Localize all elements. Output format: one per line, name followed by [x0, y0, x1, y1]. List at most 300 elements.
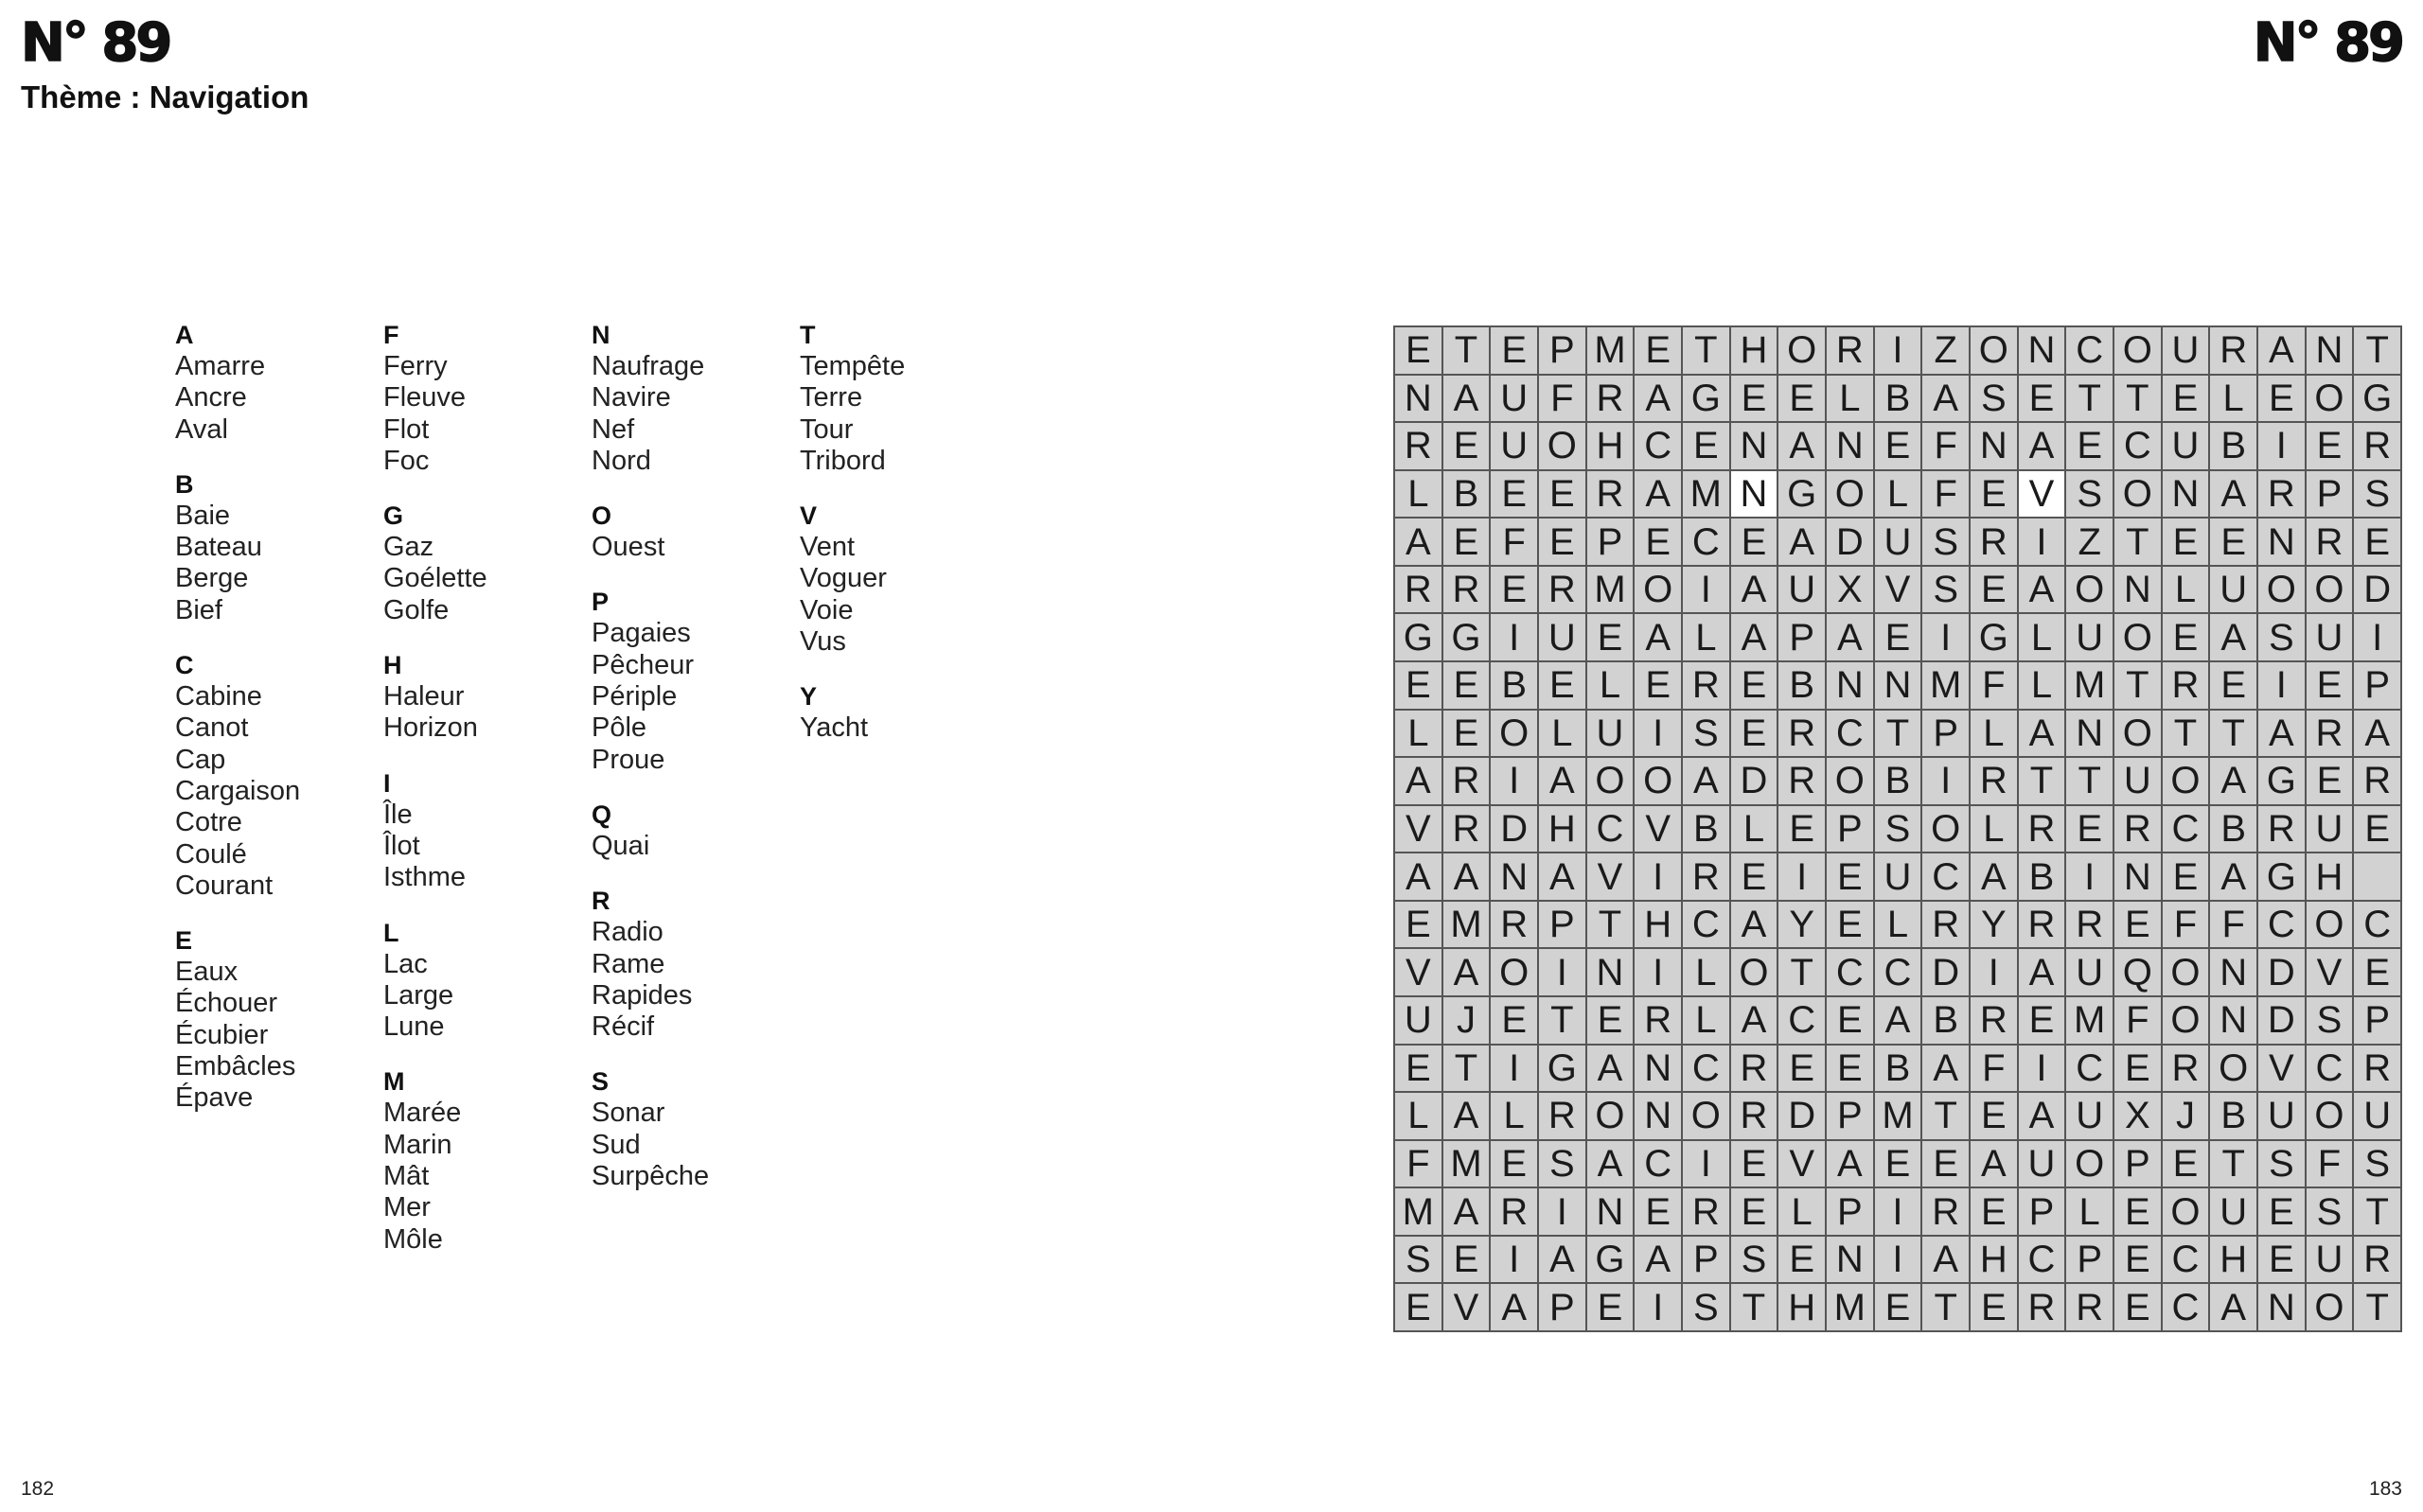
grid-cell: O [2307, 376, 2353, 422]
grid-cell: S [2258, 614, 2305, 660]
grid-cell: O [2307, 902, 2353, 948]
grid-cell: Y [1778, 902, 1825, 948]
grid-cell: O [1971, 327, 2017, 374]
word-entry: Île [383, 799, 413, 830]
word-entry: Bateau [175, 532, 262, 563]
grid-cell: I [1635, 1284, 1681, 1330]
grid-cell: R [2114, 806, 2161, 853]
grid-cell: U [2307, 806, 2353, 853]
grid-cell: I [2066, 853, 2113, 900]
grid-cell: E [1587, 614, 1634, 660]
grid-cell: T [2114, 519, 2161, 565]
grid-cell: U [2163, 423, 2209, 469]
grid-cell: D [2354, 567, 2400, 613]
grid-cell: B [2019, 853, 2065, 900]
word-entry: Lac [383, 948, 428, 979]
grid-cell: N [2210, 997, 2256, 1044]
grid-cell: M [1443, 902, 1490, 948]
grid-cell: N [1827, 423, 1873, 469]
grid-cell: A [1922, 1237, 1969, 1283]
grid-cell: B [1491, 662, 1537, 709]
grid-cell: P [2307, 471, 2353, 518]
grid-cell: G [2354, 376, 2400, 422]
grid-cell: O [2114, 327, 2161, 374]
grid-cell: E [1491, 471, 1537, 518]
grid-cell [2354, 853, 2400, 900]
grid-cell: N [1635, 1046, 1681, 1092]
grid-cell: L [1395, 471, 1441, 518]
grid-cell: L [1395, 1093, 1441, 1139]
grid-cell: A [2019, 423, 2065, 469]
grid-cell: R [1395, 567, 1441, 613]
grid-cell: A [1491, 1284, 1537, 1330]
grid-cell: A [1539, 758, 1585, 804]
grid-cell: N [1971, 423, 2017, 469]
grid-cell: T [1922, 1284, 1969, 1330]
grid-cell: E [1635, 1188, 1681, 1235]
grid-cell: A [2258, 711, 2305, 757]
grid-cell: I [1922, 614, 1969, 660]
letter-group [592, 320, 790, 477]
grid-cell: L [1587, 662, 1634, 709]
grid-cell: U [2114, 758, 2161, 804]
grid-cell: A [1539, 853, 1585, 900]
letter-group-heading: V [800, 501, 818, 531]
grid-cell: H [1635, 902, 1681, 948]
grid-cell: B [2210, 1093, 2256, 1139]
grid-cell: A [1635, 614, 1681, 660]
grid-cell: N [2066, 711, 2113, 757]
grid-cell: I [1683, 1141, 1729, 1187]
grid-cell: A [2210, 471, 2256, 518]
grid-cell: O [2114, 711, 2161, 757]
grid-cell: E [1875, 423, 1921, 469]
grid-cell: C [2114, 423, 2161, 469]
grid-cell: X [1827, 567, 1873, 613]
grid-cell: I [2354, 614, 2400, 660]
letter-group-heading: H [383, 651, 402, 680]
grid-cell: R [2258, 471, 2305, 518]
grid-cell: E [1778, 806, 1825, 853]
grid-cell: U [1875, 853, 1921, 900]
letter-group [800, 320, 999, 477]
grid-cell: A [1395, 853, 1441, 900]
letter-group [592, 501, 790, 563]
grid-cell: U [1491, 376, 1537, 422]
grid-cell: A [1922, 376, 1969, 422]
grid-cell: E [1443, 519, 1490, 565]
grid-cell: E [2258, 1237, 2305, 1283]
grid-cell: C [2163, 806, 2209, 853]
grid-cell: S [2258, 1141, 2305, 1187]
grid-cell: T [1875, 711, 1921, 757]
grid-cell: E [1778, 1237, 1825, 1283]
grid-cell: S [2066, 471, 2113, 518]
grid-cell: Y [1971, 902, 2017, 948]
grid-cell: D [1922, 949, 1969, 995]
grid-cell: O [1587, 758, 1634, 804]
grid-cell: R [2354, 758, 2400, 804]
grid-cell: I [2019, 519, 2065, 565]
grid-cell: U [2210, 1188, 2256, 1235]
grid-cell: L [1875, 902, 1921, 948]
grid-cell: E [2114, 1284, 2161, 1330]
grid-cell: O [1587, 1093, 1634, 1139]
grid-cell: R [1971, 519, 2017, 565]
grid-cell: E [1778, 376, 1825, 422]
grid-cell: A [1731, 902, 1777, 948]
grid-cell: C [2163, 1237, 2209, 1283]
word-entry: Embâcles [175, 1051, 296, 1082]
grid-cell: U [2019, 1141, 2065, 1187]
grid-cell: E [1395, 662, 1441, 709]
grid-cell: E [2163, 853, 2209, 900]
grid-cell: G [2258, 853, 2305, 900]
grid-cell: O [2114, 614, 2161, 660]
letter-group [592, 800, 790, 862]
word-entry: Surpêche [592, 1161, 710, 1192]
word-entry: Cotre [175, 807, 242, 838]
word-entry: Marin [383, 1129, 452, 1160]
grid-cell: B [1875, 376, 1921, 422]
letter-group-heading: G [383, 501, 404, 531]
word-entry: Marée [383, 1098, 462, 1129]
grid-cell: G [1539, 1046, 1585, 1092]
grid-cell: A [1731, 997, 1777, 1044]
grid-cell: E [1395, 1046, 1441, 1092]
grid-cell: L [1827, 376, 1873, 422]
grid-cell: M [1395, 1188, 1441, 1235]
grid-cell: F [2163, 902, 2209, 948]
grid-cell: J [2163, 1093, 2209, 1139]
grid-cell: B [1922, 997, 1969, 1044]
grid-cell: A [2210, 853, 2256, 900]
grid-cell: D [1491, 806, 1537, 853]
word-entry: Isthme [383, 862, 467, 893]
grid-cell: R [1731, 1046, 1777, 1092]
grid-cell: E [2163, 1141, 2209, 1187]
grid-cell: H [1778, 1284, 1825, 1330]
grid-cell: L [1971, 711, 2017, 757]
word-entry: Vent [800, 532, 856, 563]
grid-cell: O [1827, 471, 1873, 518]
word-entry: Voguer [800, 563, 887, 594]
grid-cell: G [1395, 614, 1441, 660]
grid-cell: R [2307, 711, 2353, 757]
word-entry: Cabine [175, 681, 262, 712]
grid-cell: P [1539, 902, 1585, 948]
grid-cell: H [2307, 853, 2353, 900]
letter-group-heading: M [383, 1067, 405, 1097]
grid-cell: E [1731, 711, 1777, 757]
grid-cell: E [2210, 662, 2256, 709]
grid-cell: T [2114, 662, 2161, 709]
grid-cell: R [1922, 1188, 1969, 1235]
grid-cell: B [2210, 806, 2256, 853]
grid-cell: T [2114, 376, 2161, 422]
puzzle-number-left: N° 89 [21, 12, 170, 74]
word-column [592, 320, 790, 1216]
grid-cell: F [1922, 423, 1969, 469]
grid-cell: S [1539, 1141, 1585, 1187]
grid-cell: C [1778, 997, 1825, 1044]
grid-cell: R [2258, 806, 2305, 853]
grid-cell: R [1443, 567, 1490, 613]
grid-cell: L [1491, 1093, 1537, 1139]
grid-cell: A [1443, 1188, 1490, 1235]
grid-cell: E [1827, 902, 1873, 948]
grid-cell: A [1731, 614, 1777, 660]
grid-cell: L [1971, 806, 2017, 853]
grid-cell: P [1587, 519, 1634, 565]
word-entry: Tempête [800, 351, 906, 381]
grid-cell: O [2114, 471, 2161, 518]
grid-cell: C [1683, 1046, 1729, 1092]
grid-cell: E [1731, 853, 1777, 900]
grid-cell: C [1683, 519, 1729, 565]
grid-cell: B [1443, 471, 1490, 518]
grid-cell: N [2258, 1284, 2305, 1330]
grid-cell: N [2114, 567, 2161, 613]
grid-cell: C [2258, 902, 2305, 948]
grid-cell: B [2210, 423, 2256, 469]
grid-cell: T [2066, 376, 2113, 422]
grid-cell: E [1778, 1046, 1825, 1092]
grid-cell: O [2163, 758, 2209, 804]
letter-group-heading: A [175, 321, 194, 349]
word-entry: Pagaies [592, 618, 691, 649]
word-entry: Golfe [383, 594, 450, 625]
grid-cell: M [2066, 662, 2113, 709]
grid-cell: A [1443, 1093, 1490, 1139]
grid-cell: F [1922, 471, 1969, 518]
grid-cell: R [1922, 902, 1969, 948]
grid-cell: R [2354, 423, 2400, 469]
word-entry: Bief [175, 594, 222, 625]
grid-cell: F [2114, 997, 2161, 1044]
grid-cell: P [1827, 1093, 1873, 1139]
grid-cell: E [1395, 902, 1441, 948]
word-entry: Récif [592, 1011, 655, 1043]
letter-group-heading: F [383, 321, 399, 349]
grid-cell: U [2066, 949, 2113, 995]
grid-cell: A [1778, 519, 1825, 565]
word-entry: Terre [800, 382, 863, 413]
grid-cell: O [1922, 806, 1969, 853]
grid-cell: E [2066, 423, 2113, 469]
word-entry: Rame [592, 948, 665, 979]
grid-cell: I [1875, 1188, 1921, 1235]
grid-cell: A [1443, 853, 1490, 900]
grid-cell: E [1491, 997, 1537, 1044]
grid-cell: P [1827, 1188, 1873, 1235]
word-entry: Voie [800, 594, 854, 625]
grid-cell: E [2114, 902, 2161, 948]
grid-cell: R [1778, 758, 1825, 804]
grid-cell: E [2307, 662, 2353, 709]
grid-cell: T [1683, 327, 1729, 374]
grid-cell: A [1875, 997, 1921, 1044]
grid-cell: A [1971, 1141, 2017, 1187]
word-entry: Épave [175, 1082, 254, 1114]
word-entry: Naufrage [592, 351, 705, 381]
word-entry: Aval [175, 413, 228, 445]
letter-group-heading: O [592, 501, 612, 531]
word-entry: Berge [175, 563, 249, 594]
grid-cell: G [1587, 1237, 1634, 1283]
grid-cell: P [2354, 997, 2400, 1044]
grid-cell: U [2354, 1093, 2400, 1139]
grid-cell: C [2307, 1046, 2353, 1092]
grid-cell: U [1491, 423, 1537, 469]
letter-group [383, 501, 582, 626]
grid-cell: O [2163, 997, 2209, 1044]
letter-group [383, 650, 582, 745]
grid-cell: L [2163, 567, 2209, 613]
grid-cell: R [1491, 1188, 1537, 1235]
grid-cell: E [2114, 1188, 2161, 1235]
grid-cell: L [2210, 376, 2256, 422]
grid-cell: T [2066, 758, 2113, 804]
grid-cell: O [1491, 711, 1537, 757]
grid-cell: R [1587, 376, 1634, 422]
grid-cell: F [1491, 519, 1537, 565]
grid-cell: O [1683, 1093, 1729, 1139]
grid-cell: C [2066, 327, 2113, 374]
word-entry: Écubier [175, 1019, 269, 1050]
grid-cell: V [2307, 949, 2353, 995]
page-number-right: 183 [2368, 1478, 2402, 1500]
letter-group [175, 650, 374, 902]
letter-group [592, 886, 790, 1043]
grid-cell: D [1731, 758, 1777, 804]
word-entry: Tribord [800, 445, 886, 476]
grid-cell: E [1827, 853, 1873, 900]
grid-cell: F [1395, 1141, 1441, 1187]
letter-group [175, 320, 374, 446]
grid-cell: S [1922, 567, 1969, 613]
grid-cell: L [1778, 1188, 1825, 1235]
grid-cell: T [2354, 327, 2400, 374]
word-entry: Cap [175, 744, 226, 775]
grid-cell: I [1875, 327, 1921, 374]
letter-group-heading: N [592, 321, 610, 349]
grid-cell: S [1731, 1237, 1777, 1283]
grid-cell: R [1971, 758, 2017, 804]
grid-cell: O [1778, 327, 1825, 374]
grid-cell: S [2307, 997, 2353, 1044]
grid-cell: X [2114, 1093, 2161, 1139]
grid-cell: C [2163, 1284, 2209, 1330]
grid-cell: H [1587, 423, 1634, 469]
grid-cell: U [1875, 519, 1921, 565]
grid-cell: F [2307, 1141, 2353, 1187]
grid-cell: I [1539, 1188, 1585, 1235]
grid-cell: N [2307, 327, 2353, 374]
word-entry: Ouest [592, 532, 665, 563]
word-entry: Mât [383, 1161, 430, 1192]
grid-cell: C [1635, 1141, 1681, 1187]
grid-cell: A [1731, 567, 1777, 613]
grid-cell: F [1971, 1046, 2017, 1092]
grid-cell: G [1971, 614, 2017, 660]
grid-cell: A [2210, 614, 2256, 660]
grid-cell: A [2019, 567, 2065, 613]
grid-cell: N [1587, 949, 1634, 995]
grid-cell: T [2354, 1284, 2400, 1330]
grid-cell: I [1875, 1237, 1921, 1283]
grid-cell: E [2307, 423, 2353, 469]
grid-cell: R [2019, 806, 2065, 853]
letter-group-heading: Y [800, 682, 818, 712]
grid-cell: P [2019, 1188, 2065, 1235]
grid-cell: R [2210, 327, 2256, 374]
word-entry: Yacht [800, 712, 869, 744]
grid-cell: U [2307, 1237, 2353, 1283]
grid-cell: D [2258, 949, 2305, 995]
grid-cell: I [1491, 614, 1537, 660]
grid-cell: N [2114, 853, 2161, 900]
grid-cell: O [2066, 1141, 2113, 1187]
word-entry: Ferry [383, 351, 448, 381]
grid-cell: M [1587, 567, 1634, 613]
grid-cell: P [1778, 614, 1825, 660]
grid-cell: C [1827, 949, 1873, 995]
grid-cell: L [1539, 711, 1585, 757]
grid-cell: E [1827, 1046, 1873, 1092]
grid-cell: U [1778, 567, 1825, 613]
grid-cell: R [1683, 853, 1729, 900]
grid-cell: H [1731, 327, 1777, 374]
grid-cell: E [2114, 1237, 2161, 1283]
grid-cell: L [2019, 662, 2065, 709]
word-entry: Sud [592, 1129, 641, 1160]
grid-cell: T [1443, 1046, 1490, 1092]
grid-cell: E [1395, 327, 1441, 374]
grid-cell: E [1875, 1141, 1921, 1187]
grid-cell: T [1922, 1093, 1969, 1139]
grid-cell: E [1827, 997, 1873, 1044]
grid-cell: E [2354, 806, 2400, 853]
grid-cell: O [2163, 1188, 2209, 1235]
grid-cell: E [2210, 519, 2256, 565]
grid-cell: T [2019, 758, 2065, 804]
grid-cell: A [2019, 949, 2065, 995]
grid-cell: O [2258, 567, 2305, 613]
grid-cell: R [1971, 997, 2017, 1044]
grid-cell: E [2354, 949, 2400, 995]
grid-cell: N [2210, 949, 2256, 995]
grid-cell: E [1971, 1284, 2017, 1330]
grid-cell: B [1875, 758, 1921, 804]
grid-cell: U [2307, 614, 2353, 660]
word-entry: Vus [800, 626, 846, 658]
grid-cell: G [2258, 758, 2305, 804]
letter-group [175, 469, 374, 626]
grid-cell: S [2354, 471, 2400, 518]
word-column [383, 320, 582, 1279]
grid-cell: S [1922, 519, 1969, 565]
grid-cell: Z [2066, 519, 2113, 565]
grid-cell: T [2354, 1188, 2400, 1235]
grid-cell: T [2163, 711, 2209, 757]
word-search-grid [1395, 327, 2400, 1330]
grid-cell: A [2210, 1284, 2256, 1330]
word-column [175, 320, 374, 1138]
grid-cell: V [1443, 1284, 1490, 1330]
grid-cell: E [1443, 662, 1490, 709]
letter-group [175, 925, 374, 1114]
